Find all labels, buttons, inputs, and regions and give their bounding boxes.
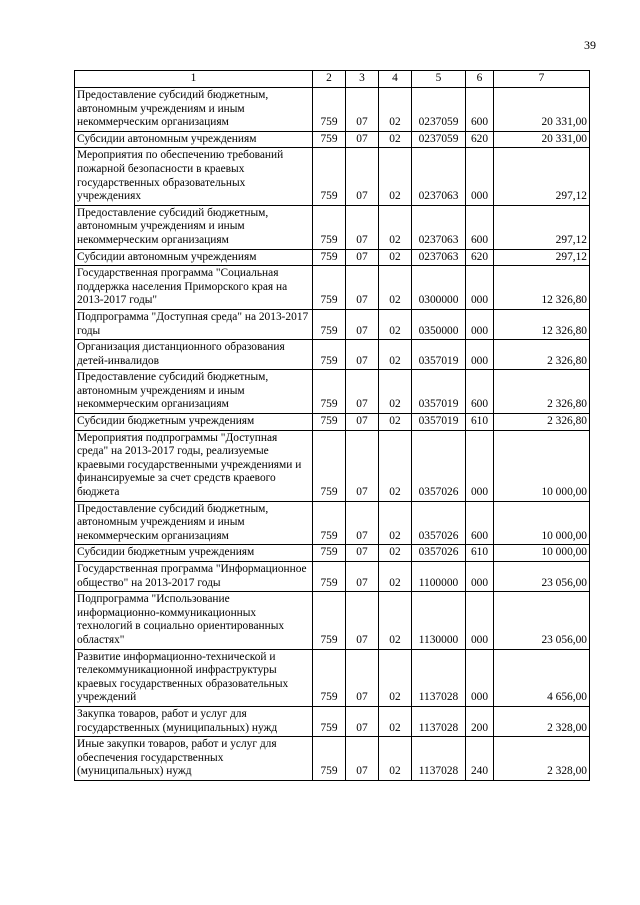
cell-section: 07 xyxy=(346,737,379,781)
cell-ministry-code: 759 xyxy=(313,562,346,592)
cell-name: Подпрограмма "Доступная среда" на 2013-2017 годы xyxy=(75,309,313,339)
cell-subsection: 02 xyxy=(379,592,412,649)
cell-amount: 10 000,00 xyxy=(494,545,590,562)
table-row xyxy=(75,649,590,706)
cell-ministry-code: 759 xyxy=(313,592,346,649)
cell-amount: 23 056,00 xyxy=(494,592,590,649)
cell-ministry-code: 759 xyxy=(313,430,346,501)
cell-ministry-code: 759 xyxy=(313,737,346,781)
cell-target-article: 0237059 xyxy=(412,131,466,148)
table-row xyxy=(75,266,590,310)
cell-name: Субсидии автономным учреждениям xyxy=(75,249,313,266)
cell-ministry-code: 759 xyxy=(313,148,346,205)
cell-expense-type: 000 xyxy=(466,266,494,310)
cell-amount: 23 056,00 xyxy=(494,562,590,592)
cell-section: 07 xyxy=(346,88,379,132)
cell-subsection: 02 xyxy=(379,88,412,132)
cell-section: 07 xyxy=(346,249,379,266)
cell-expense-type: 600 xyxy=(466,501,494,545)
cell-expense-type: 620 xyxy=(466,249,494,266)
cell-section: 07 xyxy=(346,430,379,501)
cell-name: Предоставление субсидий бюджетным, автономным учреждениям и иным некоммерческим организациям xyxy=(75,370,313,414)
cell-amount: 2 326,80 xyxy=(494,370,590,414)
cell-name: Мероприятия по обеспечению требований пожарной безопасности в краевых государственных образовательных учреждениях xyxy=(75,148,313,205)
cell-amount: 12 326,80 xyxy=(494,266,590,310)
page-number: 39 xyxy=(584,38,596,52)
table-row xyxy=(75,430,590,501)
cell-ministry-code: 759 xyxy=(313,649,346,706)
cell-amount: 297,12 xyxy=(494,249,590,266)
cell-target-article: 0237059 xyxy=(412,88,466,132)
cell-expense-type: 000 xyxy=(466,562,494,592)
cell-subsection: 02 xyxy=(379,737,412,781)
cell-amount: 297,12 xyxy=(494,205,590,249)
cell-expense-type: 000 xyxy=(466,309,494,339)
cell-ministry-code: 759 xyxy=(313,249,346,266)
table-row xyxy=(75,501,590,545)
cell-section: 07 xyxy=(346,370,379,414)
cell-section: 07 xyxy=(346,414,379,431)
cell-section: 07 xyxy=(346,205,379,249)
cell-name: Субсидии автономным учреждениям xyxy=(75,131,313,148)
cell-subsection: 02 xyxy=(379,562,412,592)
cell-name: Организация дистанционного образования детей-инвалидов xyxy=(75,340,313,370)
cell-ministry-code: 759 xyxy=(313,88,346,132)
column-header: 7 xyxy=(494,71,590,88)
cell-amount: 10 000,00 xyxy=(494,501,590,545)
cell-amount: 2 326,80 xyxy=(494,340,590,370)
cell-target-article: 1130000 xyxy=(412,592,466,649)
cell-target-article: 0357019 xyxy=(412,340,466,370)
cell-name: Закупка товаров, работ и услуг для государственных (муниципальных) нужд xyxy=(75,706,313,736)
cell-expense-type: 610 xyxy=(466,414,494,431)
cell-ministry-code: 759 xyxy=(313,205,346,249)
cell-subsection: 02 xyxy=(379,249,412,266)
column-header: 2 xyxy=(313,71,346,88)
cell-section: 07 xyxy=(346,340,379,370)
cell-ministry-code: 759 xyxy=(313,706,346,736)
cell-amount: 2 326,80 xyxy=(494,414,590,431)
table-row xyxy=(75,545,590,562)
cell-target-article: 0357019 xyxy=(412,414,466,431)
cell-expense-type: 600 xyxy=(466,205,494,249)
cell-name: Мероприятия подпрограммы "Доступная среда" на 2013-2017 годы, реализуемые краевыми государственными учреждениями и финансируемые за счет средств краевого бюджета xyxy=(75,430,313,501)
cell-name: Иные закупки товаров, работ и услуг для обеспечения государственных (муниципальных) нужд xyxy=(75,737,313,781)
cell-expense-type: 000 xyxy=(466,148,494,205)
cell-expense-type: 600 xyxy=(466,88,494,132)
cell-expense-type: 240 xyxy=(466,737,494,781)
table-row xyxy=(75,737,590,781)
cell-amount: 20 331,00 xyxy=(494,131,590,148)
column-header: 4 xyxy=(379,71,412,88)
cell-target-article: 0357019 xyxy=(412,370,466,414)
cell-amount: 10 000,00 xyxy=(494,430,590,501)
cell-subsection: 02 xyxy=(379,414,412,431)
cell-expense-type: 000 xyxy=(466,340,494,370)
table-row xyxy=(75,88,590,132)
cell-target-article: 0237063 xyxy=(412,249,466,266)
cell-ministry-code: 759 xyxy=(313,340,346,370)
cell-section: 07 xyxy=(346,562,379,592)
cell-name: Субсидии бюджетным учреждениям xyxy=(75,414,313,431)
cell-name: Подпрограмма "Использование информационно-коммуникационных технологий в социально ориентированных областях" xyxy=(75,592,313,649)
cell-section: 07 xyxy=(346,592,379,649)
column-header: 3 xyxy=(346,71,379,88)
cell-amount: 20 331,00 xyxy=(494,88,590,132)
table-row xyxy=(75,131,590,148)
cell-target-article: 0357026 xyxy=(412,545,466,562)
cell-subsection: 02 xyxy=(379,148,412,205)
cell-target-article: 1137028 xyxy=(412,706,466,736)
cell-subsection: 02 xyxy=(379,501,412,545)
cell-expense-type: 200 xyxy=(466,706,494,736)
cell-subsection: 02 xyxy=(379,340,412,370)
cell-name: Государственная программа "Социальная поддержка населения Приморского края на 2013-2017 годы" xyxy=(75,266,313,310)
cell-subsection: 02 xyxy=(379,649,412,706)
table-row xyxy=(75,706,590,736)
table-row xyxy=(75,592,590,649)
cell-amount: 4 656,00 xyxy=(494,649,590,706)
cell-section: 07 xyxy=(346,501,379,545)
cell-section: 07 xyxy=(346,131,379,148)
cell-section: 07 xyxy=(346,706,379,736)
cell-section: 07 xyxy=(346,649,379,706)
column-header: 6 xyxy=(466,71,494,88)
cell-subsection: 02 xyxy=(379,706,412,736)
budget-table xyxy=(74,70,590,781)
cell-ministry-code: 759 xyxy=(313,545,346,562)
cell-subsection: 02 xyxy=(379,205,412,249)
cell-expense-type: 000 xyxy=(466,430,494,501)
cell-section: 07 xyxy=(346,266,379,310)
cell-ministry-code: 759 xyxy=(313,501,346,545)
cell-subsection: 02 xyxy=(379,131,412,148)
cell-name: Развитие информационно-технической и телекоммуникационной инфраструктуры краевых государственных образовательных учреждений xyxy=(75,649,313,706)
cell-target-article: 1100000 xyxy=(412,562,466,592)
cell-name: Государственная программа "Информационное общество" на 2013-2017 годы xyxy=(75,562,313,592)
cell-subsection: 02 xyxy=(379,430,412,501)
cell-section: 07 xyxy=(346,545,379,562)
cell-name: Предоставление субсидий бюджетным, автономным учреждениям и иным некоммерческим организациям xyxy=(75,88,313,132)
cell-ministry-code: 759 xyxy=(313,370,346,414)
cell-subsection: 02 xyxy=(379,309,412,339)
cell-expense-type: 000 xyxy=(466,649,494,706)
column-header: 1 xyxy=(75,71,313,88)
cell-expense-type: 610 xyxy=(466,545,494,562)
cell-target-article: 0237063 xyxy=(412,205,466,249)
table-row xyxy=(75,309,590,339)
cell-expense-type: 620 xyxy=(466,131,494,148)
cell-subsection: 02 xyxy=(379,545,412,562)
cell-ministry-code: 759 xyxy=(313,131,346,148)
cell-target-article: 0237063 xyxy=(412,148,466,205)
cell-name: Предоставление субсидий бюджетным, автономным учреждениям и иным некоммерческим организациям xyxy=(75,205,313,249)
cell-expense-type: 000 xyxy=(466,592,494,649)
cell-section: 07 xyxy=(346,309,379,339)
cell-expense-type: 600 xyxy=(466,370,494,414)
table-row xyxy=(75,249,590,266)
table-header-row xyxy=(75,71,590,88)
cell-target-article: 1137028 xyxy=(412,737,466,781)
cell-section: 07 xyxy=(346,148,379,205)
cell-ministry-code: 759 xyxy=(313,414,346,431)
cell-amount: 2 328,00 xyxy=(494,737,590,781)
cell-name: Предоставление субсидий бюджетным, автономным учреждениям и иным некоммерческим организациям xyxy=(75,501,313,545)
cell-name: Субсидии бюджетным учреждениям xyxy=(75,545,313,562)
cell-amount: 2 328,00 xyxy=(494,706,590,736)
cell-subsection: 02 xyxy=(379,266,412,310)
table-row xyxy=(75,414,590,431)
cell-target-article: 0357026 xyxy=(412,430,466,501)
cell-target-article: 0300000 xyxy=(412,266,466,310)
cell-target-article: 1137028 xyxy=(412,649,466,706)
table-row xyxy=(75,562,590,592)
cell-ministry-code: 759 xyxy=(313,309,346,339)
column-header: 5 xyxy=(412,71,466,88)
cell-subsection: 02 xyxy=(379,370,412,414)
cell-target-article: 0357026 xyxy=(412,501,466,545)
table-row xyxy=(75,148,590,205)
cell-target-article: 0350000 xyxy=(412,309,466,339)
table-row xyxy=(75,340,590,370)
cell-amount: 12 326,80 xyxy=(494,309,590,339)
table-row xyxy=(75,370,590,414)
table-row xyxy=(75,205,590,249)
cell-amount: 297,12 xyxy=(494,148,590,205)
table-body xyxy=(75,88,590,781)
cell-ministry-code: 759 xyxy=(313,266,346,310)
